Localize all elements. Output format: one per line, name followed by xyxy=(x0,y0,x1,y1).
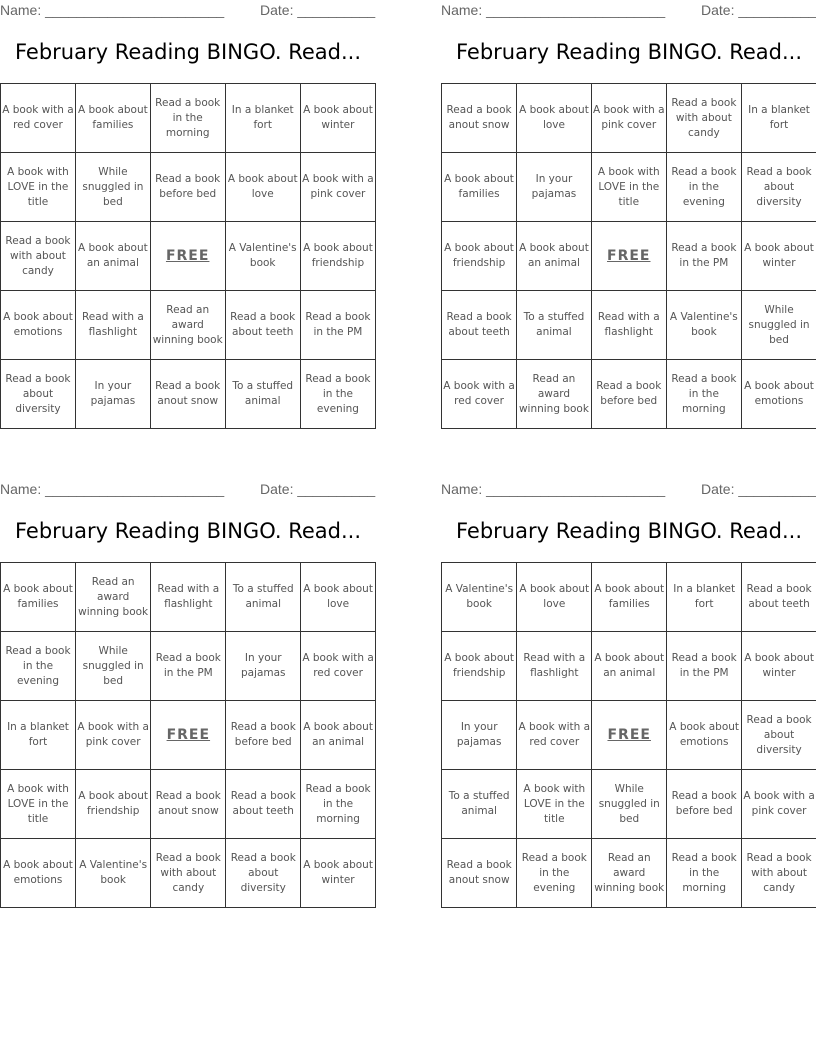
bingo-cell: A Valentine's book xyxy=(666,291,741,360)
bingo-row xyxy=(442,222,816,291)
bingo-cell: Read a book in the PM xyxy=(300,291,375,360)
bingo-cell: A book about winter xyxy=(742,632,816,701)
bingo-row xyxy=(1,563,376,632)
bingo-cell: Read a book about diversity xyxy=(742,153,816,222)
bingo-cell: A book with a red cover xyxy=(442,360,517,429)
bingo-cell: A book about winter xyxy=(301,839,376,908)
free-space: FREE xyxy=(592,701,667,770)
bingo-cell: In your pajamas xyxy=(517,153,592,222)
bingo-cell: Read a book in the morning xyxy=(666,360,741,429)
name-field-label: Name: _______________________ xyxy=(441,2,666,18)
bingo-cell: A book with a red cover xyxy=(301,632,376,701)
bingo-cell: A book with a red cover xyxy=(517,701,592,770)
bingo-cell: Read a book in the PM xyxy=(667,632,742,701)
bingo-cell: A book about an animal xyxy=(75,222,150,291)
card-title: February Reading BINGO. Read... xyxy=(455,40,803,64)
card-title: February Reading BINGO. Read... xyxy=(14,40,362,64)
bingo-cell: A book with a pink cover xyxy=(742,770,816,839)
bingo-grid xyxy=(441,83,816,429)
free-space: FREE xyxy=(150,222,225,291)
bingo-cell: A book with LOVE in the title xyxy=(591,153,666,222)
bingo-row xyxy=(442,360,816,429)
bingo-cell: A book with a red cover xyxy=(1,84,76,153)
bingo-cell: A book about emotions xyxy=(742,360,816,429)
bingo-cell: While snuggled in bed xyxy=(742,291,816,360)
bingo-cell: In your pajamas xyxy=(226,632,301,701)
bingo-row xyxy=(1,701,376,770)
bingo-cell: Read a book with about candy xyxy=(742,839,816,908)
bingo-cell: A Valentine's book xyxy=(75,839,150,908)
bingo-row xyxy=(1,84,376,153)
bingo-row xyxy=(442,84,816,153)
name-field-label: Name: _______________________ xyxy=(0,2,225,18)
bingo-row xyxy=(442,701,816,770)
bingo-row xyxy=(442,770,816,839)
bingo-cell: Read a book in the morning xyxy=(301,770,376,839)
bingo-cell: A book about families xyxy=(442,153,517,222)
bingo-cell: Read a book before bed xyxy=(667,770,742,839)
name-date-row xyxy=(0,2,376,20)
bingo-cell: Read a book in the evening xyxy=(517,839,592,908)
bingo-grid xyxy=(0,83,376,429)
bingo-row xyxy=(442,839,816,908)
bingo-row xyxy=(442,563,816,632)
bingo-cell: A book with LOVE in the title xyxy=(517,770,592,839)
bingo-cell: A book about winter xyxy=(300,84,375,153)
bingo-row xyxy=(1,839,376,908)
bingo-cell: Read a book about teeth xyxy=(442,291,517,360)
bingo-cell: Read an award winning book xyxy=(517,360,592,429)
bingo-cell: A Valentine's book xyxy=(225,222,300,291)
bingo-cell: Read a book with about candy xyxy=(666,84,741,153)
bingo-cell: A book with LOVE in the title xyxy=(1,770,76,839)
bingo-cell: A book with LOVE in the title xyxy=(1,153,76,222)
bingo-cell: Read an award winning book xyxy=(150,291,225,360)
bingo-cell: A book about love xyxy=(301,563,376,632)
bingo-cell: In a blanket fort xyxy=(667,563,742,632)
bingo-cell: Read a book about diversity xyxy=(1,360,76,429)
bingo-cell: To a stuffed animal xyxy=(442,770,517,839)
bingo-cell: A book about families xyxy=(1,563,76,632)
date-field-label: Date: __________ xyxy=(260,2,376,18)
bingo-cell: Read an award winning book xyxy=(75,563,150,632)
bingo-cell: A book about love xyxy=(517,563,592,632)
bingo-cell: A book about friendship xyxy=(75,770,150,839)
date-field-label: Date: __________ xyxy=(701,481,816,497)
card-title: February Reading BINGO. Read... xyxy=(14,519,362,543)
bingo-cell: A book with a pink cover xyxy=(591,84,666,153)
bingo-cell: Read a book anout snow xyxy=(442,84,517,153)
bingo-cell: Read with a flashlight xyxy=(75,291,150,360)
bingo-cell: Read a book anout snow xyxy=(150,360,225,429)
card-title: February Reading BINGO. Read... xyxy=(455,519,803,543)
bingo-cell: A book about winter xyxy=(742,222,816,291)
bingo-cell: Read a book about teeth xyxy=(226,770,301,839)
bingo-cell: Read a book about teeth xyxy=(742,563,816,632)
bingo-row xyxy=(1,360,376,429)
name-field-label: Name: _______________________ xyxy=(0,481,225,497)
free-space: FREE xyxy=(591,222,666,291)
bingo-cell: To a stuffed animal xyxy=(225,360,300,429)
bingo-cell: A book about friendship xyxy=(442,222,517,291)
bingo-cell: A Valentine's book xyxy=(442,563,517,632)
bingo-row xyxy=(1,770,376,839)
bingo-cell: A book with a pink cover xyxy=(75,701,150,770)
bingo-cell: Read a book with about candy xyxy=(151,839,226,908)
bingo-cell: A book about an animal xyxy=(517,222,592,291)
bingo-cell: In your pajamas xyxy=(75,360,150,429)
date-field-label: Date: __________ xyxy=(701,2,816,18)
name-field-label: Name: _______________________ xyxy=(441,481,666,497)
bingo-row xyxy=(442,632,816,701)
bingo-cell: Read a book anout snow xyxy=(151,770,226,839)
bingo-row xyxy=(442,153,816,222)
bingo-cell: Read with a flashlight xyxy=(591,291,666,360)
bingo-cell: Read with a flashlight xyxy=(517,632,592,701)
name-date-row xyxy=(0,481,376,499)
bingo-cell: Read a book about diversity xyxy=(742,701,816,770)
bingo-cell: Read a book with about candy xyxy=(1,222,76,291)
bingo-row xyxy=(1,222,376,291)
bingo-cell: While snuggled in bed xyxy=(75,632,150,701)
bingo-cell: Read a book about diversity xyxy=(226,839,301,908)
bingo-cell: Read a book before bed xyxy=(150,153,225,222)
name-date-row xyxy=(441,481,816,499)
bingo-cell: To a stuffed animal xyxy=(226,563,301,632)
bingo-cell: While snuggled in bed xyxy=(75,153,150,222)
bingo-row xyxy=(1,632,376,701)
bingo-cell: Read a book anout snow xyxy=(442,839,517,908)
bingo-cell: To a stuffed animal xyxy=(517,291,592,360)
bingo-cell: A book about emotions xyxy=(1,291,76,360)
bingo-row xyxy=(1,153,376,222)
bingo-row xyxy=(1,291,376,360)
bingo-cell: Read a book before bed xyxy=(591,360,666,429)
bingo-grid xyxy=(0,562,376,908)
bingo-grid xyxy=(441,562,816,908)
bingo-cell: A book with a pink cover xyxy=(300,153,375,222)
free-space: FREE xyxy=(151,701,226,770)
bingo-cell: A book about emotions xyxy=(1,839,76,908)
bingo-cell: A book about an animal xyxy=(301,701,376,770)
bingo-cell: Read a book about teeth xyxy=(225,291,300,360)
bingo-cell: Read an award winning book xyxy=(592,839,667,908)
bingo-cell: In a blanket fort xyxy=(1,701,76,770)
bingo-cell: Read a book in the evening xyxy=(666,153,741,222)
bingo-cell: A book about families xyxy=(75,84,150,153)
bingo-row xyxy=(442,291,816,360)
bingo-cell: Read a book in the evening xyxy=(300,360,375,429)
date-field-label: Date: __________ xyxy=(260,481,376,497)
bingo-cell: Read a book in the morning xyxy=(150,84,225,153)
bingo-cell: Read with a flashlight xyxy=(151,563,226,632)
bingo-cell: A book about emotions xyxy=(667,701,742,770)
bingo-cell: A book about love xyxy=(517,84,592,153)
bingo-cell: Read a book in the evening xyxy=(1,632,76,701)
bingo-cell: Read a book in the PM xyxy=(666,222,741,291)
name-date-row xyxy=(441,2,816,20)
bingo-cell: Read a book before bed xyxy=(226,701,301,770)
bingo-cell: A book about friendship xyxy=(300,222,375,291)
bingo-cell: While snuggled in bed xyxy=(592,770,667,839)
bingo-cell: Read a book in the morning xyxy=(667,839,742,908)
bingo-cell: In a blanket fort xyxy=(225,84,300,153)
bingo-cell: A book about an animal xyxy=(592,632,667,701)
bingo-cell: In your pajamas xyxy=(442,701,517,770)
bingo-cell: A book about families xyxy=(592,563,667,632)
bingo-cell: A book about friendship xyxy=(442,632,517,701)
bingo-cell: Read a book in the PM xyxy=(151,632,226,701)
bingo-cell: In a blanket fort xyxy=(742,84,816,153)
bingo-cell: A book about love xyxy=(225,153,300,222)
